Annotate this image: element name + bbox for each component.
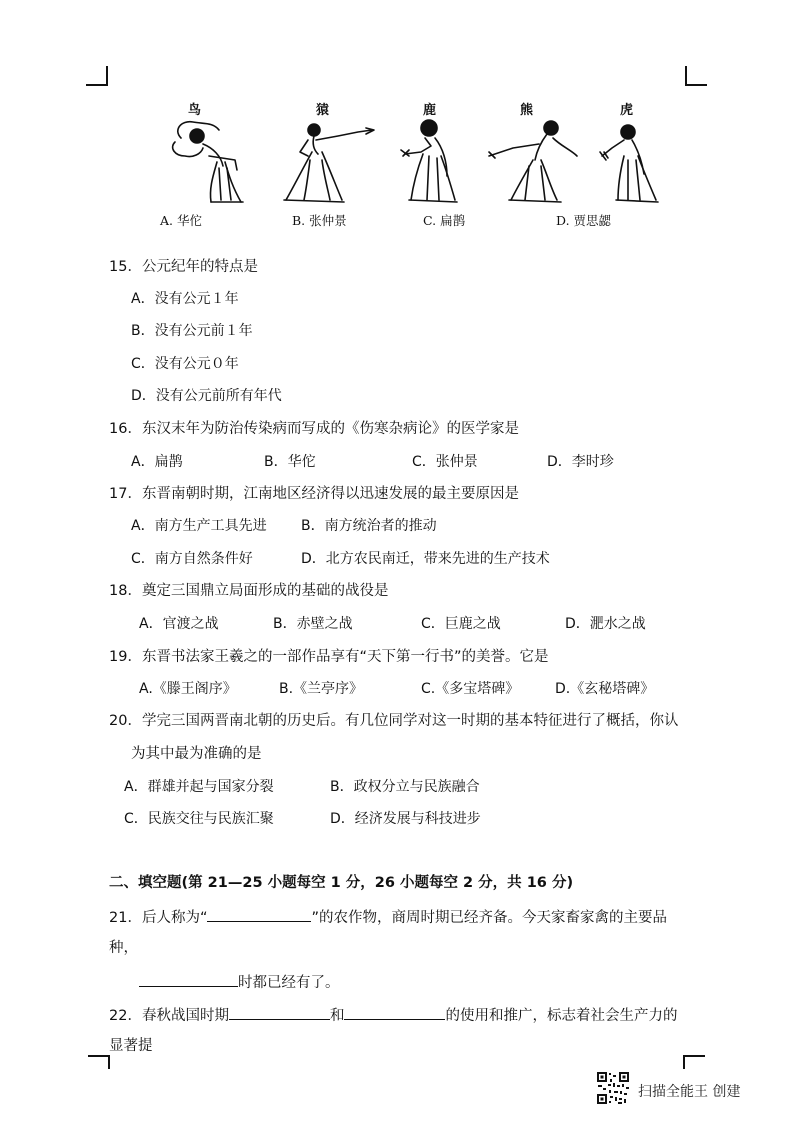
deer-pose-illustration: [395, 116, 465, 204]
option-d: D．北方农民南迁，带来先进的生产技术: [301, 551, 550, 567]
question-stem: 17．东晋南朝时期，江南地区经济得以迅速发展的最主要原因是: [109, 486, 519, 502]
figure-option-a: A. 华佗: [160, 213, 202, 228]
option-d: D．淝水之战: [565, 616, 646, 632]
answer-blank[interactable]: [344, 1006, 445, 1020]
crop-mark-bottom-left: [88, 1055, 110, 1057]
qr-code-icon: [596, 1071, 630, 1105]
option-b: B.《兰亭序》: [279, 681, 364, 697]
question-text: 时都已经有了。: [238, 975, 340, 991]
crop-mark-top-right: [685, 66, 687, 86]
crop-mark-top-left: [86, 84, 108, 86]
option-b: B．没有公元前１年: [131, 323, 253, 339]
question-text: 和: [329, 1008, 345, 1024]
question-text: 的使用和推广，标志着社会生产力的: [445, 1008, 678, 1024]
tiger-pose-illustration: [598, 116, 662, 204]
option-a: A.《滕王阁序》: [139, 681, 237, 697]
figure-option-d: D. 贾思勰: [556, 213, 612, 228]
option-d: D．李时珍: [547, 454, 614, 470]
option-c: C．民族交往与民族汇聚: [124, 811, 274, 827]
option-b: B．南方统治者的推动: [301, 518, 437, 534]
option-c: C．张仲景: [412, 454, 478, 470]
bird-pose-illustration: [163, 116, 253, 204]
crop-mark-bottom-right: [683, 1055, 685, 1069]
option-c: C．巨鹿之战: [421, 616, 501, 632]
question-text: 22．春秋战国时期: [109, 1008, 229, 1024]
option-d: D.《玄秘塔碑》: [555, 681, 655, 697]
answer-blank[interactable]: [139, 973, 238, 987]
crop-mark-bottom-right: [683, 1055, 705, 1057]
question-22-line2: 显著提: [109, 1038, 153, 1054]
question-stem: 16．东汉末年为防治传染病而写成的《伤寒杂病论》的医学家是: [109, 421, 519, 437]
animal-label: 猿: [316, 103, 330, 118]
scanner-watermark: 扫描全能王 创建: [638, 1084, 741, 1100]
option-a: A．扁鹊: [131, 454, 183, 470]
bear-pose-illustration: [485, 116, 585, 204]
question-21-line1: [109, 908, 667, 926]
section-title: 二、填空题(第 21—25 小题每空 1 分，26 小题每空 2 分，共 16 分): [109, 875, 574, 891]
ape-pose-illustration: [278, 116, 378, 204]
question-stem-continued: 为其中最为准确的是: [131, 746, 262, 762]
option-b: B．赤壁之战: [273, 616, 353, 632]
question-21-line2: 种，: [109, 940, 138, 956]
animal-label: 熊: [520, 103, 534, 118]
question-stem: 19．东晋书法家王羲之的一部作品享有“天下第一行书”的美誉。它是: [109, 649, 549, 665]
option-a: A．群雄并起与国家分裂: [124, 779, 274, 795]
option-b: B．华佗: [264, 454, 316, 470]
option-a: A．没有公元１年: [131, 291, 239, 307]
crop-mark-top-left: [106, 66, 108, 86]
question-21-line3: [139, 973, 340, 991]
option-d: D．经济发展与科技进步: [330, 811, 481, 827]
crop-mark-bottom-left: [108, 1055, 110, 1069]
question-stem: 20．学完三国两晋南北朝的历史后。有几位同学对这一时期的基本特征进行了概括，你认: [109, 713, 679, 729]
option-c: C．没有公元０年: [131, 356, 239, 372]
question-text: 21．后人称为“: [109, 910, 208, 926]
option-b: B．政权分立与民族融合: [330, 779, 480, 795]
option-a: A．南方生产工具先进: [131, 518, 267, 534]
animal-label: 鹿: [423, 103, 437, 118]
option-d: D．没有公元前所有年代: [131, 388, 282, 404]
question-text: ”的农作物，商周时期已经齐备。今天家畜家禽的主要品: [311, 910, 667, 926]
crop-mark-top-right: [685, 84, 707, 86]
answer-blank[interactable]: [229, 1006, 330, 1020]
option-c: C.《多宝塔碑》: [421, 681, 520, 697]
figure-option-b: B. 张仲景: [292, 213, 347, 228]
option-c: C．南方自然条件好: [131, 551, 253, 567]
question-stem: 18．奠定三国鼎立局面形成的基础的战役是: [109, 583, 389, 599]
figure-option-c: C. 扁鹊: [423, 213, 466, 228]
animal-label: 虎: [620, 103, 634, 118]
animal-label: 鸟: [188, 103, 202, 118]
option-a: A．官渡之战: [139, 616, 219, 632]
question-stem: 15．公元纪年的特点是: [109, 259, 258, 275]
answer-blank[interactable]: [207, 908, 311, 922]
question-22-line1: [109, 1006, 677, 1024]
